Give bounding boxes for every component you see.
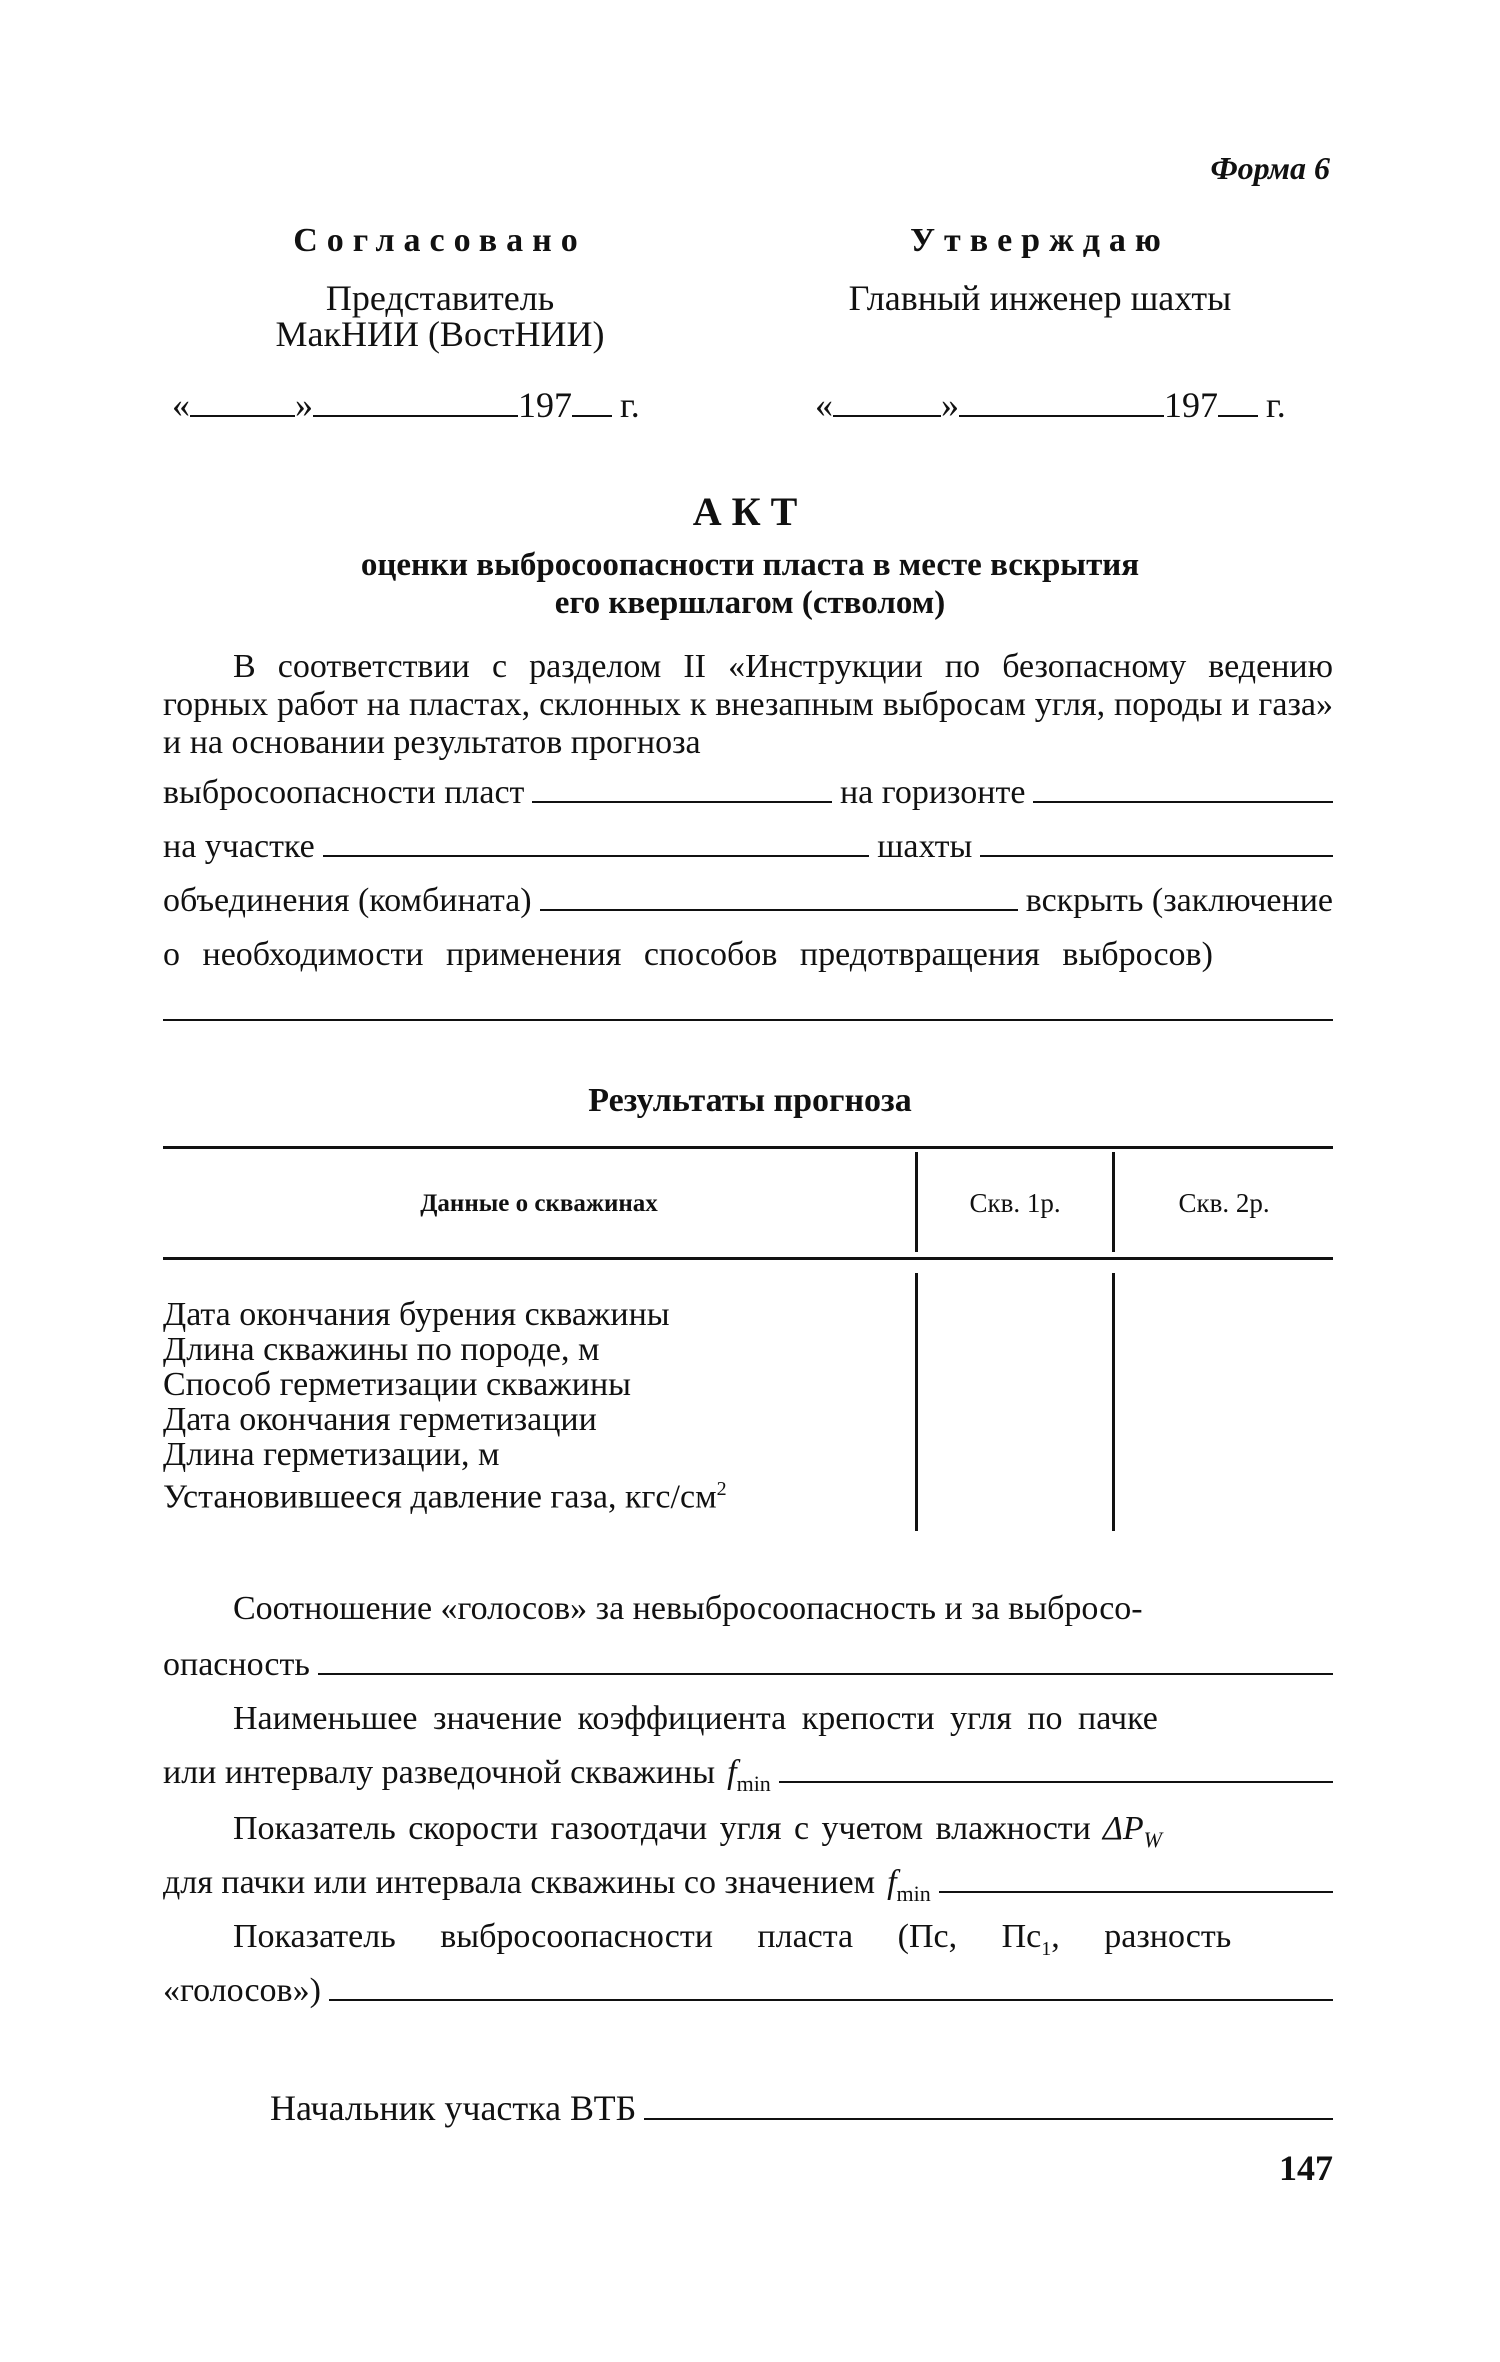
table-col-header-skv1: Скв. 1р.: [969, 1188, 1061, 1218]
f-letter-2: f: [887, 1864, 897, 1901]
krepost-text-1: Наименьшее значение коэффициента крепости угля по пачке: [233, 1700, 1158, 1737]
pokaz-text-1: [233, 1918, 1231, 1961]
table-col-header-skv2: Скв. 2р.: [1178, 1188, 1270, 1218]
right-day-blank[interactable]: [833, 385, 941, 417]
f-min-symbol-2: [887, 1864, 931, 1907]
left-representative-line: Представитель: [325, 278, 555, 318]
results-title: Результаты прогноза: [588, 1082, 912, 1119]
table-col-header-data: Данные о скважинах: [420, 1190, 658, 1217]
f-min-sub-2: min: [896, 1880, 931, 1906]
table-row-label: Длина герметизации, м: [163, 1436, 500, 1473]
signature-label: Начальник участка ВТБ: [270, 2088, 637, 2128]
table-row-label: Дата окончания бурения скважины: [163, 1296, 670, 1333]
left-year: 197: [518, 385, 572, 425]
uchastok-blank[interactable]: [323, 831, 870, 857]
gaz-blank[interactable]: [939, 1867, 1333, 1893]
subtitle-line-1: оценки выбросоопасности пласта в месте вскрытия: [360, 547, 1140, 583]
right-year-blank[interactable]: [1218, 385, 1258, 417]
table-row-label: Дата окончания герметизации: [163, 1401, 597, 1438]
soglasovano-heading: Согласовано: [293, 222, 587, 259]
left-quote-open: «: [172, 385, 190, 425]
delta-w-sub: W: [1143, 1826, 1162, 1852]
pokaz-text-1b: , разность: [1051, 1918, 1232, 1955]
f-min-symbol: [727, 1754, 771, 1797]
subtitle-line-2: его квершлагом (стволом): [554, 585, 946, 621]
shakhta-label: шахты: [877, 828, 973, 865]
table-header-rule: [163, 1257, 1333, 1260]
obed-blank[interactable]: [540, 885, 1018, 911]
right-quote-open: «: [815, 385, 833, 425]
document-title: АКТ: [692, 489, 808, 534]
gaz-text-2: для пачки или интервала скважины со значением: [163, 1864, 876, 1901]
row-obedinenie: [163, 882, 1333, 920]
right-year-suffix: г.: [1266, 385, 1286, 425]
pokaz-text-1a: Показатель выбросоопасности пласта (Пс, Пс: [233, 1918, 1042, 1955]
pokaz-blank[interactable]: [329, 1975, 1333, 2001]
row-uchastok-shakhta: [163, 828, 1333, 866]
krepost-blank[interactable]: [779, 1757, 1333, 1783]
right-quote-close: »: [941, 385, 959, 425]
krepost-line-2: [163, 1754, 1333, 1797]
shakhta-blank[interactable]: [980, 831, 1333, 857]
golosov-blank[interactable]: [318, 1649, 1333, 1675]
row-conclusion: [163, 936, 1333, 974]
vskryt-label: вскрыть (заключение: [1025, 882, 1333, 919]
pressure-unit-sup: 2: [716, 1478, 727, 1500]
right-month-blank[interactable]: [959, 385, 1164, 417]
left-year-blank[interactable]: [572, 385, 612, 417]
document-subtitle: [0, 546, 1500, 622]
right-date-line: [815, 384, 1286, 426]
f-min-sub: min: [736, 1770, 771, 1796]
right-chief-engineer-line: Главный инженер шахты: [848, 278, 1232, 318]
golosov-line-2: [163, 1646, 1333, 1684]
krepost-text-2: или интервалу разведочной скважины: [163, 1754, 716, 1791]
plast-label: выбросоопасности пласт: [163, 774, 525, 811]
signature-blank[interactable]: [644, 2092, 1333, 2120]
table-body-divider-2: [1112, 1273, 1115, 1531]
gaz-line-1: [233, 1810, 1333, 1853]
plast-blank[interactable]: [532, 777, 832, 803]
signature-line: [270, 2087, 1333, 2129]
page-number: 147: [1279, 2148, 1333, 2188]
golosov-line-1: [233, 1590, 1333, 1628]
left-day-blank[interactable]: [190, 385, 295, 417]
conclusion-text: о необходимости применения способов предотвращения выбросов): [163, 936, 1213, 973]
golosov-text-2: опасность: [163, 1646, 310, 1683]
form-label: Форма 6: [1210, 150, 1330, 186]
pokaz-line-2: [163, 1972, 1333, 2010]
gaz-line-2: [163, 1864, 1333, 1907]
pressure-label-text: Установившееся давление газа, кгс/см: [163, 1478, 717, 1516]
table-row-labels: [163, 1297, 727, 1514]
table-body-divider-1: [915, 1273, 918, 1531]
utverzhdayu-heading: Утверждаю: [910, 222, 1170, 259]
delta-pw-symbol: [1103, 1810, 1162, 1853]
pokaz-line-1: [233, 1918, 1333, 1961]
f-letter: f: [727, 1754, 737, 1791]
horizon-label: на горизонте: [839, 774, 1026, 811]
pokaz-text-2: «голосов»): [163, 1972, 321, 2009]
delta-p-letter: ΔP: [1102, 1810, 1144, 1847]
table-row-label: Способ герметизации скважины: [163, 1366, 631, 1403]
intro-text: В соответствии с разделом II «Инструкции по безопасному ведению горных работ на пластах, склонных к внезапным выбросам угля, породы и газа» и на основании результатов прогноза: [163, 648, 1333, 761]
horizon-blank[interactable]: [1033, 777, 1333, 803]
left-institute-line: МакНИИ (ВостНИИ): [275, 314, 605, 354]
pc1-sub: 1: [1041, 1937, 1052, 1960]
left-year-suffix: г.: [620, 385, 640, 425]
conclusion-blank-line[interactable]: [163, 1019, 1333, 1021]
left-quote-close: »: [295, 385, 313, 425]
right-year: 197: [1164, 385, 1218, 425]
table-top-rule: [163, 1146, 1333, 1149]
obed-label: объединения (комбината): [163, 882, 532, 919]
krepost-line-1: [233, 1700, 1333, 1738]
gaz-text-1: Показатель скорости газоотдачи угля с учетом влажности: [233, 1810, 1091, 1847]
left-month-blank[interactable]: [313, 385, 518, 417]
row-plast-horizon: [163, 774, 1333, 812]
table-row-label-pressure: [163, 1472, 727, 1514]
golosov-text-1: Соотношение «голосов» за невыбросоопасность и за выбросо-: [233, 1590, 1143, 1627]
intro-paragraph: [163, 648, 1333, 762]
left-date-line: [172, 384, 640, 426]
uchastok-label: на участке: [163, 828, 315, 865]
table-row-label: Длина скважины по породе, м: [163, 1331, 600, 1368]
